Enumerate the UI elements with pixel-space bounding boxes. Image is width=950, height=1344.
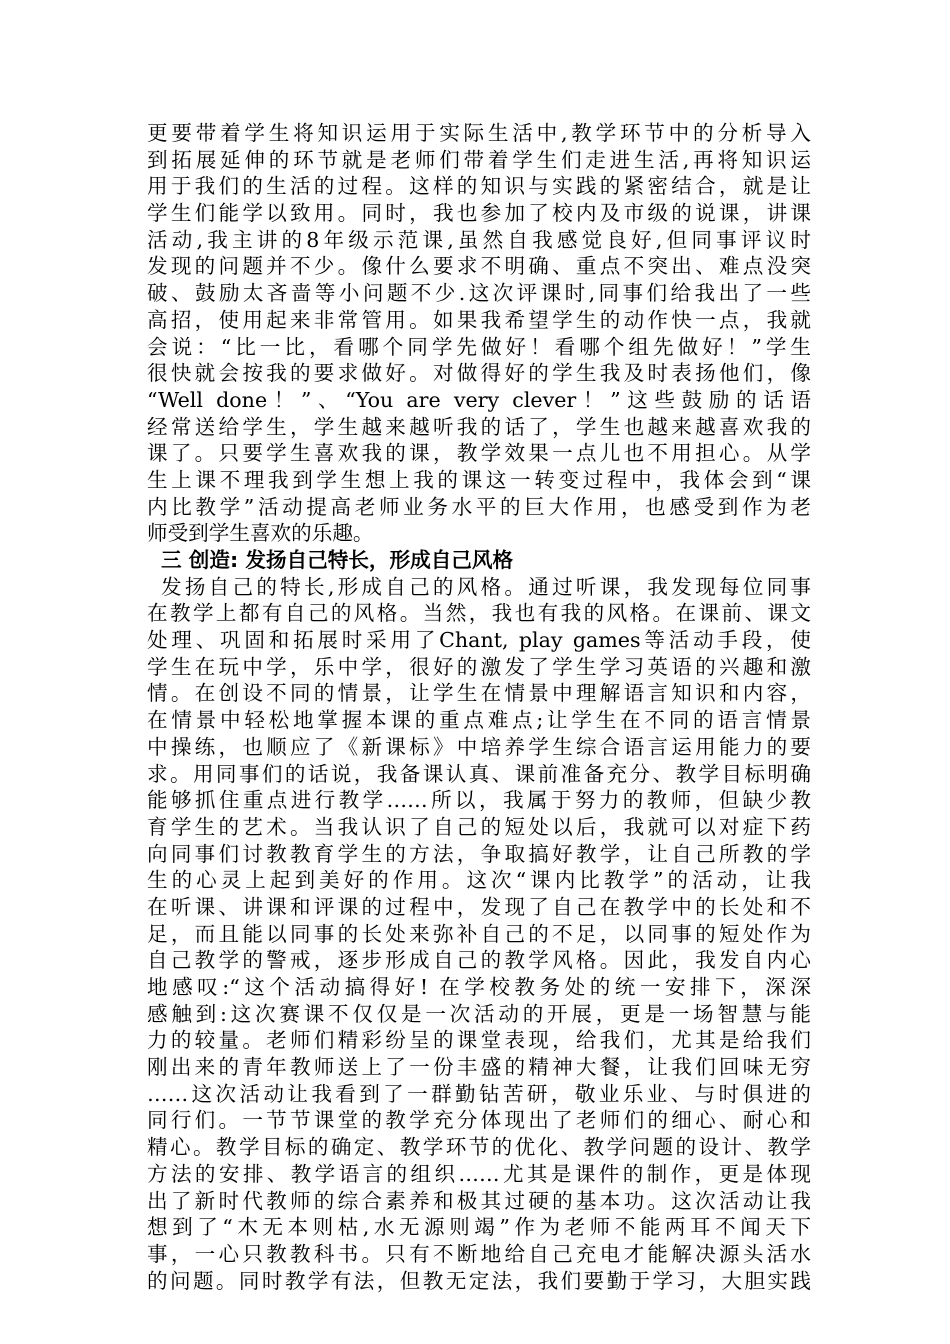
text-line: 的问题。同时教学有法，但教无定法，我们要勤于学习，大胆实践 — [147, 1268, 811, 1293]
text-line: 精心。教学目标的确定、教学环节的优化、教学问题的设计、教学 — [147, 1135, 811, 1160]
text-line: 向同事们讨教教育学生的方法，争取搞好教学，让自己所教的学 — [147, 841, 811, 866]
text-line: 到拓展延伸的环节就是老师们带着学生们走进生活,再将知识运 — [147, 147, 811, 172]
text-line: 自己教学的警戒，逐步形成自己的教学风格。因此，我发自内心 — [147, 948, 811, 973]
text-line: 感触到:这次赛课不仅仅是一次活动的开展，更是一场智慧与能 — [147, 1001, 811, 1026]
text-line: 生上课不理我到学生想上我的课这一转变过程中，我体会到“课 — [147, 467, 811, 492]
text-line: 发扬自己的特长,形成自己的风格。通过听课，我发现每位同事 — [161, 574, 811, 599]
text-line: “Well done！”、“You are very clever！”这些鼓励的话语 — [147, 387, 811, 412]
text-line: 在情景中轻松地掌握本课的重点难点;让学生在不同的语言情景 — [147, 708, 811, 733]
text-line: 中操练，也顺应了《新课标》中培养学生综合语言运用能力的要 — [147, 734, 811, 759]
text-line: 用于我们的生活的过程。这样的知识与实践的紧密结合，就是让 — [147, 174, 811, 199]
text-line: 破、鼓励太吝啬等小问题不少.这次评课时,同事们给我出了一些 — [147, 281, 811, 306]
text-line: 会说：“比一比，看哪个同学先做好！看哪个组先做好！”学生 — [147, 334, 811, 359]
text-line: 在听课、讲课和评课的过程中，发现了自己在教学中的长处和不 — [147, 894, 811, 919]
text-line: ……这次活动让我看到了一群勤钻苦研，敬业乐业、与时俱进的 — [147, 1081, 811, 1106]
text-line: 力的较量。老师们精彩纷呈的课堂表现，给我们，尤其是给我们 — [147, 1028, 811, 1053]
text-line: 刚出来的青年教师送上了一份丰盛的精神大餐，让我们回味无穷 — [147, 1055, 811, 1080]
text-line: 育学生的艺术。当我认识了自己的短处以后，我就可以对症下药 — [147, 814, 811, 839]
text-line: 足，而且能以同事的长处来弥补自己的不足，以同事的短处作为 — [147, 921, 811, 946]
text-line: 课了。只要学生喜欢我的课，教学效果一点儿也不用担心。从学 — [147, 441, 811, 466]
document-page — [147, 120, 811, 1294]
text-line: 处理、巩固和拓展时采用了Chant, play games等活动手段，使 — [147, 628, 811, 653]
text-line: 情。在创设不同的情景，让学生在情景中理解语言知识和内容， — [147, 681, 811, 706]
text-line: 出了新时代教师的综合素养和极其过硬的基本功。这次活动让我 — [147, 1188, 811, 1213]
text-line: 师受到学生喜欢的乐趣。 — [147, 521, 374, 546]
paragraph-continuation — [147, 120, 811, 547]
text-line: 地感叹:“这个活动搞得好! 在学校教务处的统一安排下，深深 — [147, 975, 811, 999]
text-line: 很快就会按我的要求做好。对做得好的学生我及时表扬他们，像 — [147, 361, 811, 386]
text-line: 能够抓住重点进行教学……所以，我属于努力的教师，但缺少教 — [147, 788, 811, 813]
text-line: 活动,我主讲的8年级示范课,虽然自我感觉良好,但同事评议时 — [147, 227, 811, 252]
text-line: 发现的问题并不少。像什么要求不明确、重点不突出、难点没突 — [147, 254, 811, 279]
text-line: 同行们。一节节课堂的教学充分体现出了老师们的细心、耐心和 — [147, 1108, 811, 1133]
text-line: 方法的安排、教学语言的组织……尤其是课件的制作，更是体现 — [147, 1161, 811, 1186]
text-line: 经常送给学生，学生越来越听我的话了，学生也越来越喜欢我的 — [147, 414, 811, 439]
text-line: 求。用同事们的话说，我备课认真、课前准备充分、教学目标明确 — [147, 761, 811, 786]
text-line: 学生们能学以致用。同时，我也参加了校内及市级的说课，讲课 — [147, 201, 811, 226]
text-line: 事，一心只教教科书。只有不断地给自己充电才能解决源头活水 — [147, 1241, 811, 1266]
text-line: 在教学上都有自己的风格。当然，我也有我的风格。在课前、课文 — [147, 601, 811, 626]
text-line: 高招，使用起来非常管用。如果我希望学生的动作快一点，我就 — [147, 307, 811, 332]
text-line: 学生在玩中学，乐中学，很好的激发了学生学习英语的兴趣和激 — [147, 654, 811, 679]
section-heading-three: 三 创造: 发扬自己特长，形成自己风格 — [161, 548, 514, 572]
section-three-body — [147, 574, 811, 1295]
text-line: 生的心灵上起到美好的作用。这次“课内比教学”的活动，让我 — [147, 868, 811, 893]
text-line: 更要带着学生将知识运用于实际生活中,教学环节中的分析导入 — [147, 121, 811, 145]
text-line: 内比教学”活动提高老师业务水平的巨大作用，也感受到作为老 — [147, 494, 811, 519]
text-line: 想到了“木无本则枯,水无源则竭”作为老师不能两耳不闻天下 — [147, 1215, 811, 1240]
